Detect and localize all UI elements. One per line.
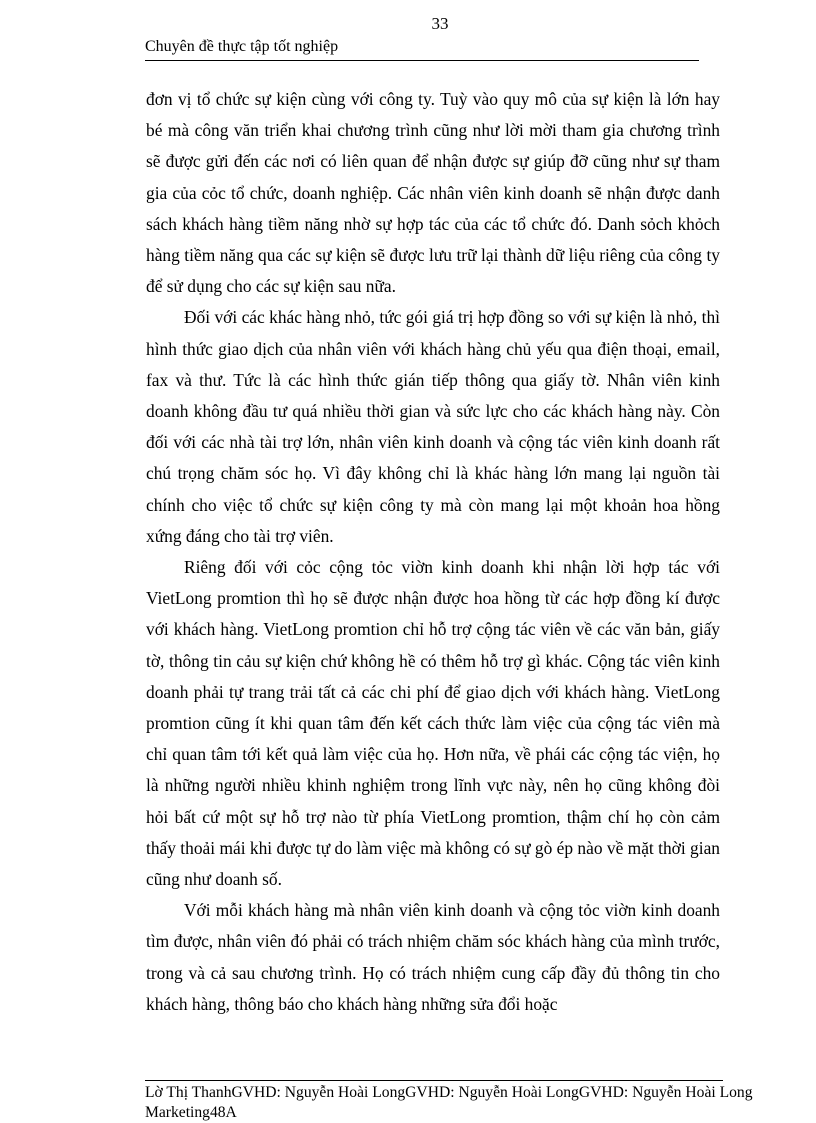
footer (145, 1083, 805, 1123)
footer-author-line: Lờ Thị ThanhGVHD: Nguyễn Hoài LongGVHD: Nguyễn Hoài LongGVHD: Nguyễn Hoài Long (145, 1084, 753, 1101)
footer-divider (145, 1080, 723, 1081)
header-divider (145, 60, 699, 61)
paragraph-continuation: đơn vị tổ chức sự kiện cùng với công ty. Tuỳ vào quy mô của sự kiện là lớn hay bé mà công văn triển khai chương trình cũng như lời mời tham gia chương trình sẽ được gửi đến các nơi có liên quan để nhận được sự giúp đỡ cũng như sự tham gia của cỏc tổ chức, doanh nghiệp. Các nhân viên kinh doanh sẽ nhận được danh sách khách hàng tiềm năng nhờ sự hợp tác của các tổ chức đó. Danh sỏch khỏch hàng tiềm năng qua các sự kiện sẽ được lưu trữ lại thành dữ liệu riêng của công ty để sử dụng cho các sự kiện sau nữa. (146, 89, 720, 297)
page-number: 33 (431, 14, 449, 33)
paragraph: Với mỗi khách hàng mà nhân viên kinh doanh và cộng tỏc viờn kinh doanh tìm được, nhân viên đó phải có trách nhiệm chăm sóc khách hàng của mình trước, trong và cả sau chương trình. Họ có trách nhiệm cung cấp đầy đủ thông tin cho khách hàng, thông báo cho khách hàng những sửa đổi hoặc (146, 900, 720, 1014)
header-title: Chuyên đề thực tập tốt nghiệp (145, 38, 339, 55)
footer-class-line: Marketing48A (145, 1104, 237, 1121)
paragraph: Riêng đối với cỏc cộng tỏc viờn kinh doanh khi nhận lời hợp tác với VietLong promtion thì họ sẽ được nhận được hoa hồng từ các hợp đồng kí được với khách hàng. VietLong promtion chỉ hỗ trợ cộng tác viên về các văn bản, giấy tờ, thông tin cảu sự kiện chứ không hề có thêm hỗ trợ gì khác. Cộng tác viên kinh doanh phải tự trang trải tất cả các chi phí để giao dịch với khách hàng. VietLong promtion cũng ít khi quan tâm đến kết cách thức làm việc của cộng tác viên mà chỉ quan tâm tới kết quả làm việc của họ. Hơn nữa, về phái các cộng tác viện, họ là những người nhiều khinh nghiệm trong lĩnh vực này, nên họ cũng không đòi hỏi bất cứ một sự hỗ trợ nào từ phía VietLong promtion, thậm chí họ còn cảm thấy thoải mái khi được tự do làm việc mà không có sự gò ép nào về mặt thời gian cũng như doanh số. (146, 557, 720, 890)
document-body (146, 84, 720, 1020)
paragraph: Đối với các khác hàng nhỏ, tức gói giá trị hợp đồng so với sự kiện là nhỏ, thì hình thức giao dịch của nhân viên với khách hàng chủ yếu qua điện thoại, email, fax và thư. Tức là các hình thức gián tiếp thông qua giấy tờ. Nhân viên kinh doanh không đầu tư quá nhiều thời gian và sức lực cho các khách hàng này. Còn đối với các nhà tài trợ lớn, nhân viên kinh doanh và cộng tác viên kinh doanh rất chú trọng chăm sóc họ. Vì đây không chỉ là khác hàng lớn mang lại nguồn tài chính cho việc tổ chức sự kiện công ty mà còn mang lại một khoản hoa hồng xứng đáng cho tài trợ viên. (146, 307, 720, 546)
